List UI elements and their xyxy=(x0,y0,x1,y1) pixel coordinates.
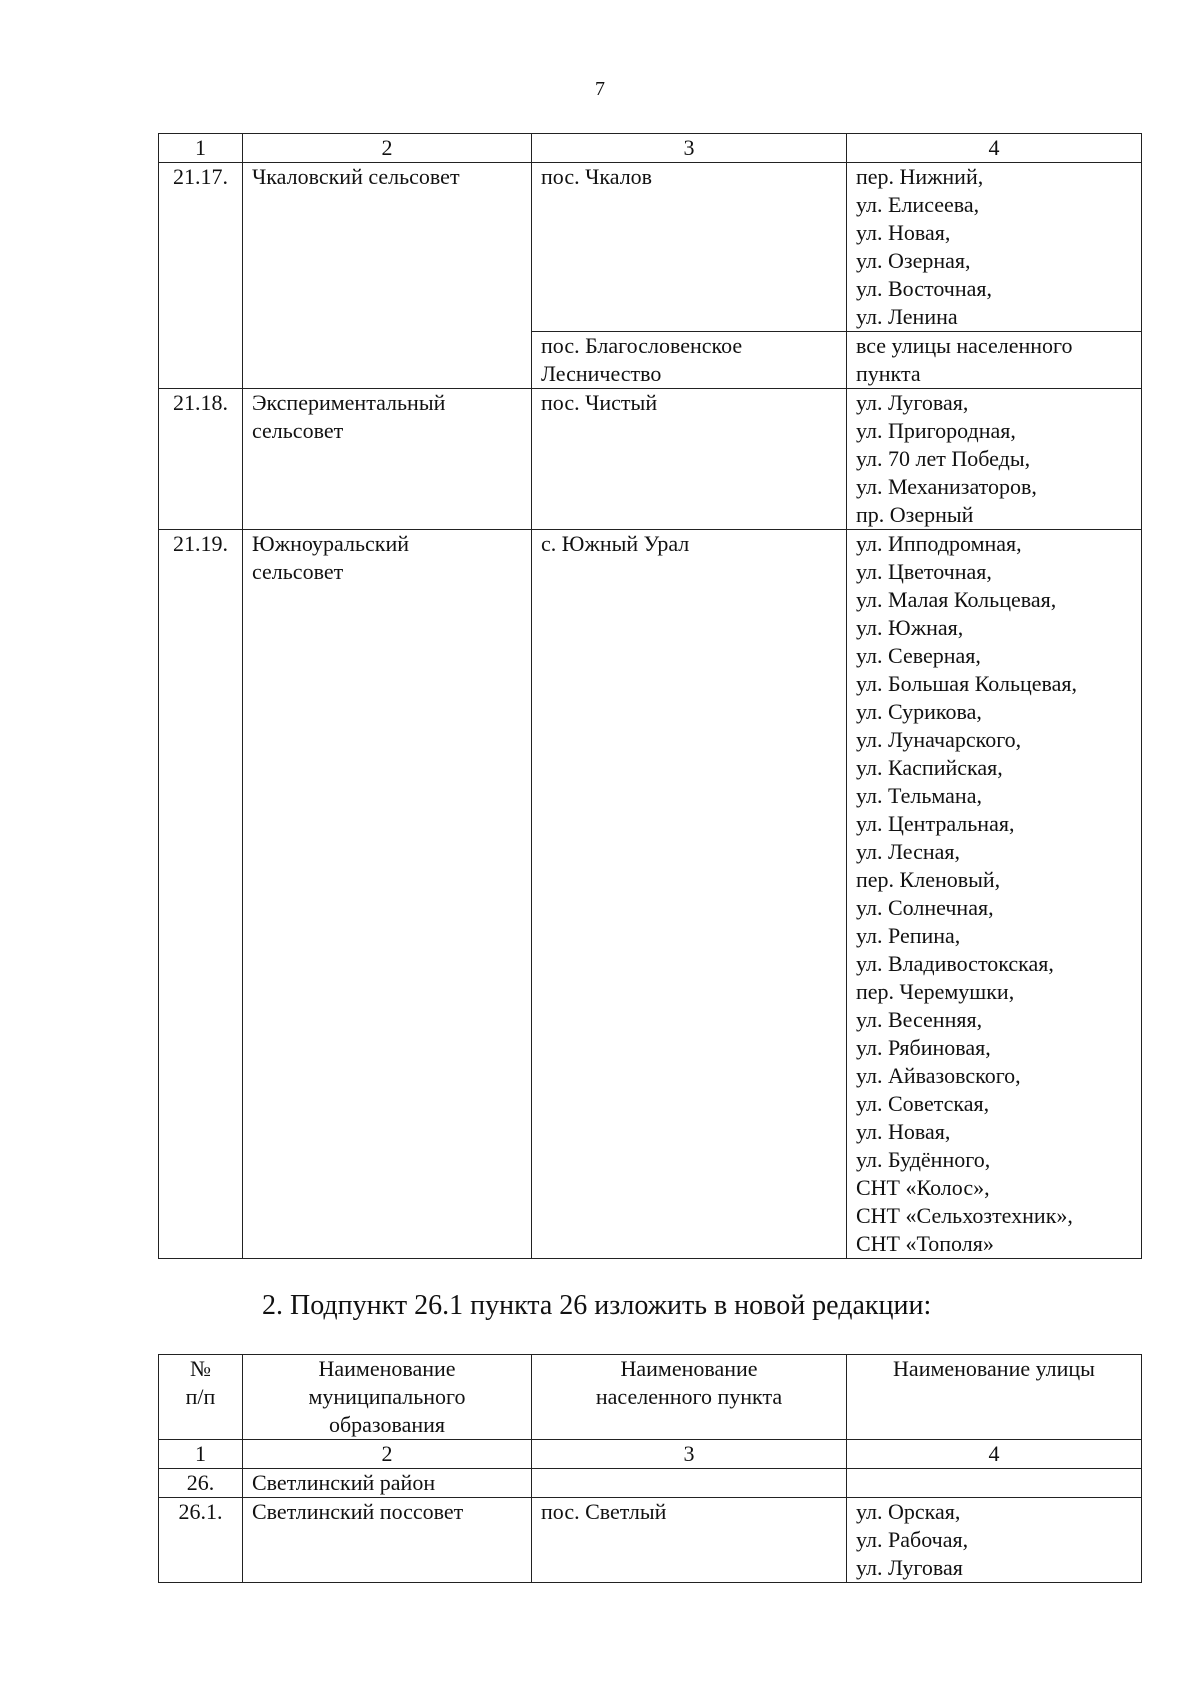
column-number: 3 xyxy=(532,134,847,163)
settlement-name: пос. Чкалов xyxy=(541,164,653,189)
row-number: 21.18. xyxy=(159,389,243,530)
streets-cell xyxy=(847,389,1142,530)
street-name: ул. Цветочная, xyxy=(856,559,992,584)
street-name: ул. Весенняя, xyxy=(856,1007,983,1032)
street-name: ул. Луначарского, xyxy=(856,727,1022,752)
municipality-name: сельсовет xyxy=(252,559,344,584)
settlement-cell xyxy=(532,332,847,389)
street-name: ул. Рабочая, xyxy=(856,1527,969,1552)
settlement-name: с. Южный Урал xyxy=(541,531,690,556)
municipality-cell: Светлинский поссовет xyxy=(243,1498,532,1583)
header-text: муниципального xyxy=(308,1384,466,1409)
row-number: 21.17. xyxy=(159,163,243,389)
column-number: 2 xyxy=(243,134,532,163)
street-name: ул. Восточная, xyxy=(856,276,992,301)
municipality-name: Южноуральский xyxy=(252,531,409,556)
street-name: пункта xyxy=(856,361,921,386)
streets-cell xyxy=(847,1498,1142,1583)
street-name: СНТ «Тополя» xyxy=(856,1231,994,1256)
street-name: пер. Кленовый, xyxy=(856,867,1001,892)
column-number: 4 xyxy=(847,1440,1142,1469)
street-name: ул. Солнечная, xyxy=(856,895,994,920)
column-number: 2 xyxy=(243,1440,532,1469)
municipality-cell: Светлинский район xyxy=(243,1469,532,1498)
municipality-cell xyxy=(243,163,532,389)
header-text: Наименование xyxy=(620,1356,758,1381)
header-text: населенного пункта xyxy=(595,1384,783,1409)
table-row xyxy=(159,1469,1142,1498)
street-name: ул. Репина, xyxy=(856,923,961,948)
street-name: ул. Владивостокская, xyxy=(856,951,1054,976)
street-name: ул. Лесная, xyxy=(856,839,961,864)
settlement-cell xyxy=(532,1469,847,1498)
settlement-cell xyxy=(532,163,847,332)
street-name: ул. Тельмана, xyxy=(856,783,982,808)
street-name: ул. Пригородная, xyxy=(856,418,1016,443)
street-name: ул. Ленина xyxy=(856,304,958,329)
row-number: 21.19. xyxy=(159,530,243,1259)
street-name: ул. Айвазовского, xyxy=(856,1063,1021,1088)
instruction-paragraph: 2. Подпункт 26.1 пункта 26 изложить в новой редакции: xyxy=(262,1290,932,1321)
table-row xyxy=(159,163,1142,332)
street-name: СНТ «Сельхозтехник», xyxy=(856,1203,1073,1228)
settlement-name: Лесничество xyxy=(541,361,662,386)
street-name: ул. Большая Кольцевая, xyxy=(856,671,1078,696)
municipality-cell xyxy=(243,389,532,530)
street-name: ул. Луговая, xyxy=(856,390,969,415)
street-name: ул. Южная, xyxy=(856,615,964,640)
settlement-cell: пос. Светлый xyxy=(532,1498,847,1583)
street-name: ул. Советская, xyxy=(856,1091,990,1116)
settlement-cell xyxy=(532,530,847,1259)
column-number: 4 xyxy=(847,134,1142,163)
street-name: пр. Озерный xyxy=(856,502,974,527)
street-name: ул. Орская, xyxy=(856,1499,961,1524)
settlement-cell xyxy=(532,389,847,530)
streets-cell xyxy=(847,332,1142,389)
street-name: ул. 70 лет Победы, xyxy=(856,446,1031,471)
street-name: ул. Елисеева, xyxy=(856,192,980,217)
street-name: ул. Механизаторов, xyxy=(856,474,1037,499)
row-number: 26.1. xyxy=(159,1498,243,1583)
street-name: ул. Рябиновая, xyxy=(856,1035,991,1060)
street-name: ул. Новая, xyxy=(856,1119,951,1144)
column-number-row xyxy=(159,134,1142,163)
header-municipality xyxy=(243,1355,532,1440)
municipality-name: сельсовет xyxy=(252,418,344,443)
header-settlement xyxy=(532,1355,847,1440)
streets-cell xyxy=(847,1469,1142,1498)
streets-table-1 xyxy=(158,133,1142,1259)
header-text: Наименование xyxy=(318,1356,456,1381)
settlement-name: пос. Чистый xyxy=(541,390,658,415)
settlement-name: пос. Благословенское xyxy=(541,333,743,358)
street-name: пер. Нижний, xyxy=(856,164,984,189)
street-name: ул. Малая Кольцевая, xyxy=(856,587,1057,612)
streets-table-2 xyxy=(158,1354,1142,1583)
header-text: № xyxy=(190,1356,211,1381)
page-number: 7 xyxy=(595,78,605,100)
table-header-row xyxy=(159,1355,1142,1440)
table-row xyxy=(159,530,1142,1259)
street-name: ул. Новая, xyxy=(856,220,951,245)
header-text: образования xyxy=(328,1412,446,1437)
street-name: ул. Каспийская, xyxy=(856,755,1003,780)
row-number: 26. xyxy=(159,1469,243,1498)
header-street xyxy=(847,1355,1142,1440)
header-text: Наименование улицы xyxy=(893,1356,1095,1381)
table-row xyxy=(159,389,1142,530)
municipality-name: Чкаловский сельсовет xyxy=(252,164,460,189)
municipality-cell xyxy=(243,530,532,1259)
column-number: 3 xyxy=(532,1440,847,1469)
table-row xyxy=(159,1498,1142,1583)
street-name: ул. Северная, xyxy=(856,643,981,668)
street-name: ул. Озерная, xyxy=(856,248,971,273)
street-name: пер. Черемушки, xyxy=(856,979,1015,1004)
streets-cell xyxy=(847,530,1142,1259)
column-number: 1 xyxy=(159,134,243,163)
street-name: ул. Ипподромная, xyxy=(856,531,1022,556)
column-number: 1 xyxy=(159,1440,243,1469)
municipality-name: Экспериментальный xyxy=(252,390,446,415)
street-name: все улицы населенного xyxy=(856,333,1073,358)
street-name: ул. Сурикова, xyxy=(856,699,982,724)
streets-cell xyxy=(847,163,1142,332)
street-name: СНТ «Колос», xyxy=(856,1175,990,1200)
column-number-row xyxy=(159,1440,1142,1469)
street-name: ул. Центральная, xyxy=(856,811,1015,836)
header-number xyxy=(159,1355,243,1440)
street-name: ул. Луговая xyxy=(856,1555,963,1580)
street-name: ул. Будённого, xyxy=(856,1147,991,1172)
header-text: п/п xyxy=(185,1384,216,1409)
